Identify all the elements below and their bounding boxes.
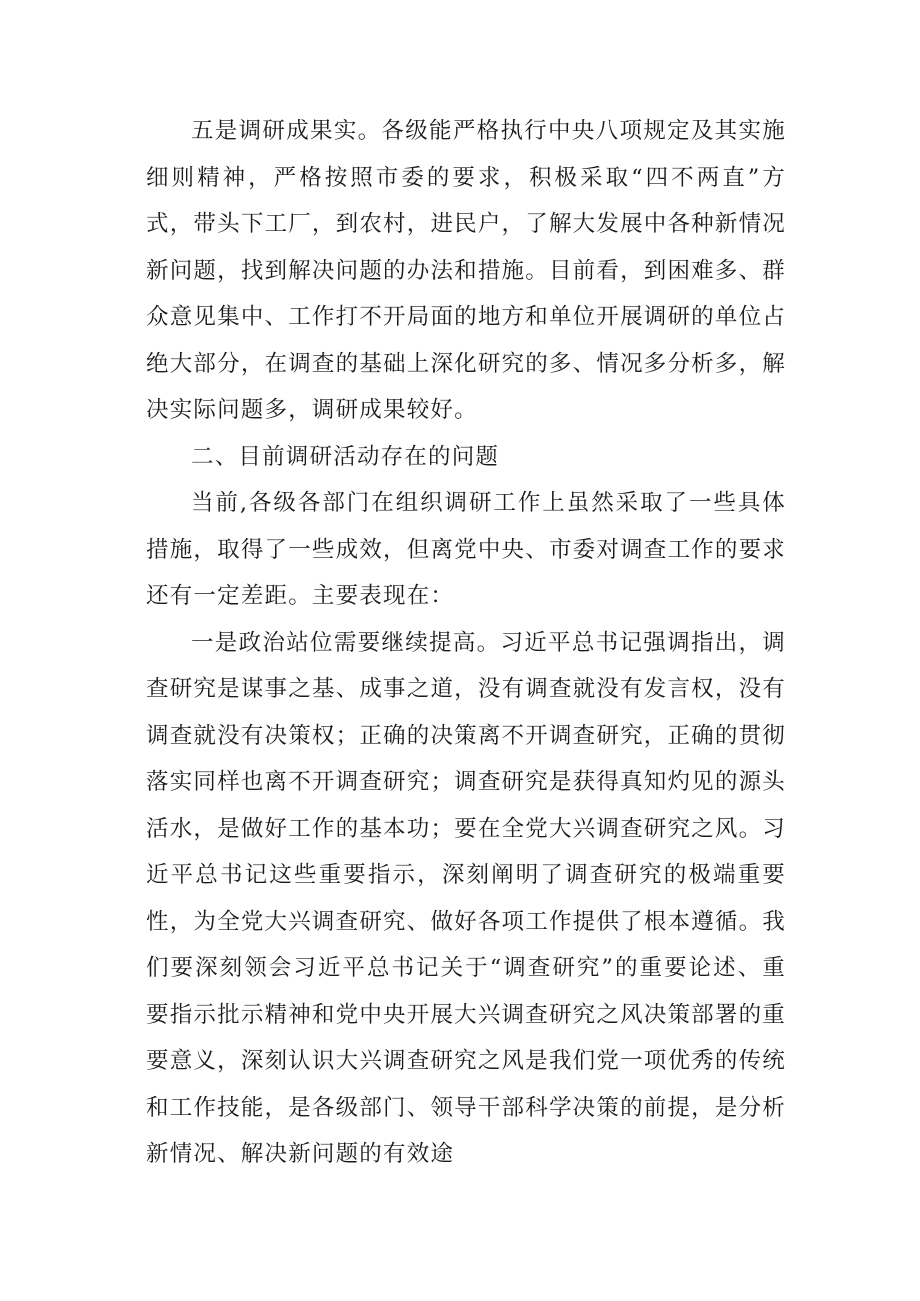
document-body bbox=[146, 108, 786, 1178]
paragraph-research-results: 五是调研成果实。各级能严格执行中央八项规定及其实施细则精神，严格按照市委的要求，积极采取“四不两直”方式，带头下工厂，到农村，进民户，了解大发展中各种新情况新问题，找到解决问题的办法和措施。目前看，到困难多、群众意见集中、工作打不开局面的地方和单位开展调研的单位占绝大部分，在调查的基础上深化研究的多、情况多分析多，解决实际问题多，调研成果较好。 bbox=[146, 118, 786, 423]
section-heading-current-problems: 二、目前调研活动存在的问题 bbox=[191, 443, 500, 470]
paragraph-current-situation: 当前,各级各部门在组织调研工作上虽然采取了一些具体措施，取得了一些成效，但离党中央、市委对调查工作的要求还有一定差距。主要表现在： bbox=[146, 490, 786, 609]
paragraph-political-standing: 一是政治站位需要继续提高。习近平总书记强调指出，调查研究是谋事之基、成事之道，没有调查就没有发言权，没有调查就没有决策权；正确的决策离不开调查研究，正确的贯彻落实同样也离不开调查研究；调查研究是获得真知灼见的源头活水，是做好工作的基本功；要在全党大兴调查研究之风。习近平总书记这些重要指示，深刻阐明了调查研究的极端重要性，为全党大兴调查研究、做好各项工作提供了根本遵循。我们要深刻领会习近平总书记关于“调查研究”的重要论述、重要指示批示精神和党中央开展大兴调查研究之风决策部署的重要意义，深刻认识大兴调查研究之风是我们党一项优秀的传统和工作技能，是各级部门、领导干部科学决策的前提，是分析新情况、解决新问题的有效途 bbox=[146, 629, 786, 1167]
